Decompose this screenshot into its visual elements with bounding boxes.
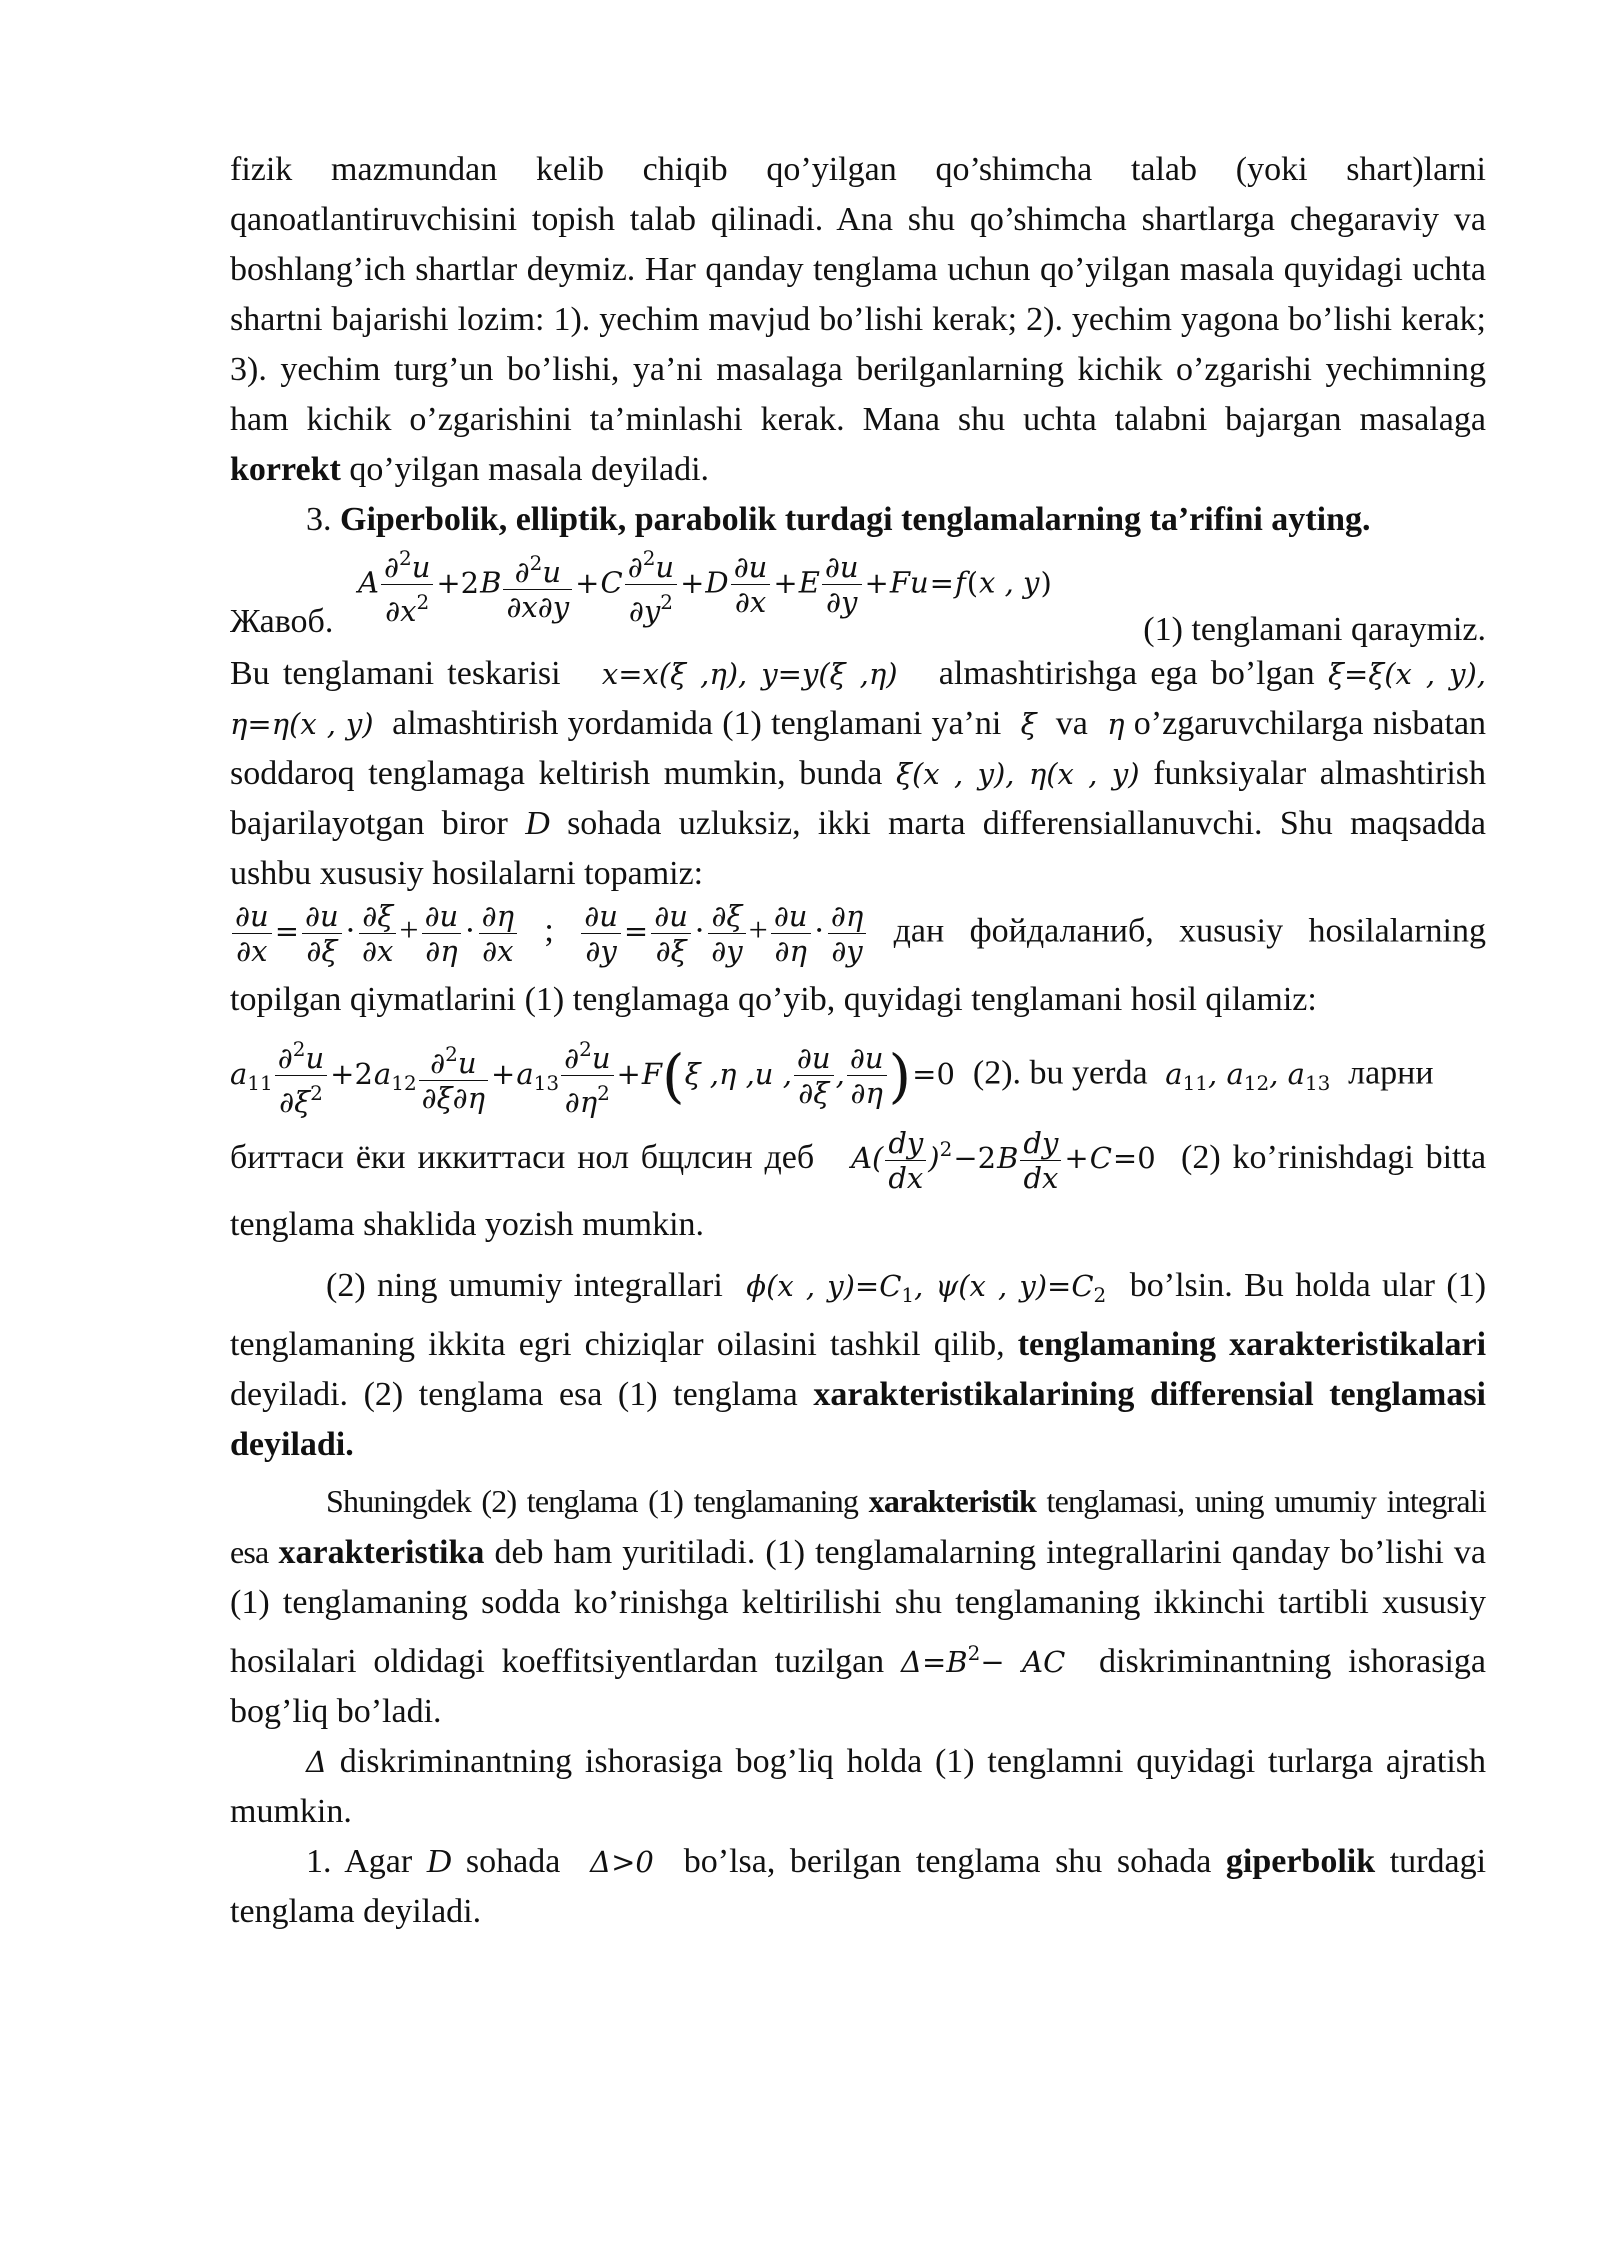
characteristic-equation: A( $\frac{dy}{dx}$ )$^2$−2B $\frac{dy}{dx}$ +C=0 [826, 1125, 1156, 1195]
intro-text: fizik mazmundan kelib chiqib qo’yilgan qo’shimcha talab (yoki shart)larni qanoatlantiruvchisini topish talab qilinadi. Ana shu qo’shimcha shartlarga chegaraviy va boshlang’ich shartlar deymiz. Har qanday tenglama uchun qo’yilgan masala quyidagi uchta shartni bajarishi lozim: 1). yechim mavjud bo’lishi kerak; 2). yechim yagona bo’lishi kerak; 3). yechim turg’un bo’lishi, ya’ni masalaga berilganlarning kichik o’zgarishi yechimning ham kichik o’zgarishini ta’minlashi kerak. Mana shu uchta talabni bajargan masalaga [230, 151, 1486, 438]
term-hyperbolic: giperbolik [1225, 1842, 1376, 1880]
term-characteristic-diff-eq: xarakteristikalarining differensial tenglamasi deyiladi. [230, 1375, 1486, 1463]
coefficients: $a_{11}$, $a_{12}$, $a_{13}$ [1156, 1056, 1331, 1095]
question-heading [230, 495, 1486, 545]
equation-1: A $\frac{\partial^2u}{\partial x^2}$ +2B $\frac{\partial^2u}{\partial x\partial y}$ +C $\frac{\partial^2u}{\partial y^2}$ +D $\frac{\partial u}{\partial x}$ +E $\frac{\partial u}{\partial y}$ +Fu=f(x , y) [358, 541, 1053, 628]
condensed-line: Shuningdek (2) tenglama (1) tenglamaning xarakteristik tenglamasi, uning umumiy integrali esa [230, 1482, 1486, 1570]
substitution-formula: ξ=ξ(x , y), η=η(x , y) [230, 657, 1487, 741]
delta-positive: Δ>0 [574, 1844, 670, 1879]
document-page [230, 145, 1486, 1937]
delta-symbol: Δ [306, 1744, 327, 1779]
term-korrekt: korrekt [230, 451, 341, 488]
paragraph-intro [230, 145, 1486, 495]
paragraph-canonical: $a_{11}$ $\frac{\partial^2u}{\partial\xi^2}$ $+2a_{12}$ $\frac{\partial^2u}{\partial\xi\partial\eta}$ $+a_{13}$ $\frac{\partial^2u}{\partial\eta^2}$ +F(ξ ,η ,u , $\frac{\partial u}{\partial\xi}$ , $\frac{\partial u}{\partial\eta}$ )=0 (2). bu yerda $a_{11}$, $a_{12}$, $a_{13}$ ларни [230, 1032, 1486, 1119]
equation-2: $a_{11}$ $\frac{\partial^2u}{\partial\xi^2}$ $+2a_{12}$ $\frac{\partial^2u}{\partial\xi\partial\eta}$ $+a_{13}$ $\frac{\partial^2u}{\partial\eta^2}$ +F(ξ ,η ,u , $\frac{\partial u}{\partial\xi}$ , $\frac{\partial u}{\partial\eta}$ )=0 [230, 1057, 956, 1091]
paragraph-discriminant: Shuningdek (2) tenglama (1) tenglamaning xarakteristik tenglamasi, uning umumiy integrali esa xarakteristika deb ham yuritiladi. (1) tenglamalarning integrallarini qanday bo’lishi va (1) tenglamaning sodda ko’rinishga keltirilishi shu tenglamaning ikkinchi tartibli xususiy hosilalari oldidagi koeffitsiyentlardan tuzilgan $\Delta=B^2-$ AC diskriminantning ishorasiga bog’liq bo’ladi. [230, 1482, 1487, 1730]
paragraph-substitution: Bu tenglamani teskarisi x=x(ξ ,η), y=y(ξ ,η) almashtirishga ega bo’lgan ξ=ξ(x , y), η=η(x , y) almashtirish yordamida (1) tenglamani ya’ni ξ va η o’zgaruvchilarga nisbatan soddaroq tenglamaga keltirish mumkin, bunda ξ(x , y), η(x , y) funksiyalar almashtirish bajarilayotgan biror D sohada uzluksiz, ikki marta differensiallanuvchi. Shu maqsadda ushbu xususiy hosilalarni topamiz: [230, 655, 1487, 892]
term-characteristics: tenglamaning xarakteristikalari [1017, 1325, 1487, 1363]
inverse-substitution: x=x(ξ ,η), y=y(ξ ,η) [573, 657, 926, 691]
intro-text-end: qo’yilgan masala deyiladi. [349, 451, 710, 488]
functions-xi-eta: ξ(x , y), η(x , y) [895, 757, 1140, 791]
domain-D-2: D [426, 1842, 452, 1880]
question-number: 3. [306, 501, 332, 538]
discriminant-formula: $\Delta=B^2-$ AC [901, 1640, 1066, 1679]
symbol-xi: ξ [1010, 707, 1047, 741]
symbol-eta: η [1097, 707, 1125, 741]
paragraph-characteristic-eq: биттаси ёки иккиттаси нол бщлсин деб A( $\frac{dy}{dx}$ )$^2$−2B $\frac{dy}{dx}$ +C=0 (2) ko’rinishdagi bitta tenglama shaklida yozish mumkin. [230, 1125, 1487, 1243]
paragraph-derivatives: $\frac{\partial u}{\partial x}$ = $\frac{\partial u}{\partial\xi}$ · $\frac{\partial\xi}{\partial x}$ + $\frac{\partial u}{\partial\eta}$ · $\frac{\partial\eta}{\partial x}$ ; $\frac{\partial u}{\partial y}$ = $\frac{\partial u}{\partial\xi}$ · $\frac{\partial\xi}{\partial y}$ + $\frac{\partial u}{\partial\eta}$ · $\frac{\partial\eta}{\partial y}$ дан фойдаланиб, xususiy hosilalarning topilgan qiymatlarini (1) tenglamaga qo’yib, quyidagi tenglamani hosil qilamiz: [230, 899, 1486, 1018]
paragraph-integrals: (2) ning umumiy integrallari ϕ(x , $y)=C_1$, ψ(x , $y)=C_2$ bo’lsin. Bu holda ular (1) tenglamaning ikkita egri chiziqlar oilasini tashkil qilib, tenglamaning xarakteristikalari deyiladi. (2) tenglama esa (1) tenglama xarakteristikalarining differensial tenglamasi deyiladi. [230, 1266, 1487, 1463]
domain-D: D [525, 805, 550, 842]
answer-label: Жавоб. [230, 603, 334, 640]
question-title: Giperbolik, elliptik, parabolik turdagi tenglamalarning ta’rifini ayting. [340, 501, 1371, 538]
general-integrals: ϕ(x , $y)=C_1$, ψ(x , $y)=C_2$ [734, 1268, 1107, 1307]
equation-1-line [230, 546, 1486, 649]
equation-1-label: (1) tenglamani qaraymiz. [1143, 611, 1486, 648]
derivative-formulas: $\frac{\partial u}{\partial x}$ = $\frac{\partial u}{\partial\xi}$ · $\frac{\partial\xi}{\partial x}$ + $\frac{\partial u}{\partial\eta}$ · $\frac{\partial\eta}{\partial x}$ ; $\frac{\partial u}{\partial y}$ = $\frac{\partial u}{\partial\xi}$ · $\frac{\partial\xi}{\partial y}$ + $\frac{\partial u}{\partial\eta}$ · $\frac{\partial\eta}{\partial y}$ [230, 912, 894, 949]
term-characteristic: xarakteristika [278, 1533, 485, 1571]
paragraph-classification: Δ diskriminantning ishorasiga bog’liq holda (1) tenglamni quyidagi turlarga ajratish mumkin. [230, 1742, 1487, 1830]
paragraph-hyperbolic: 1. Agar D sohada Δ>0 bo’lsa, berilgan tenglama shu sohada giperbolik turdagi tenglama deyiladi. [230, 1842, 1487, 1930]
